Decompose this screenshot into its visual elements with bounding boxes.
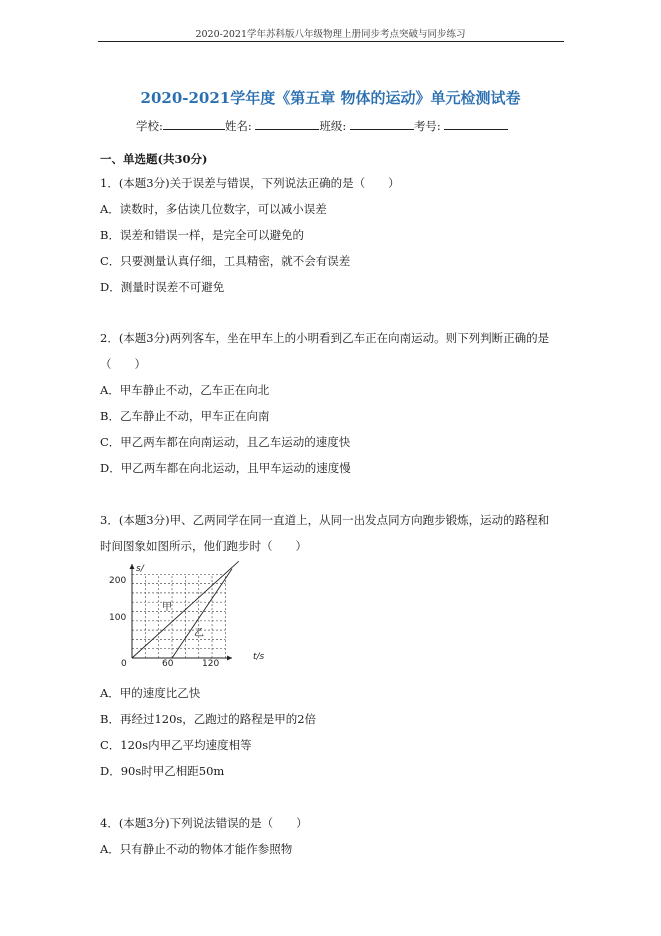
q3-stem: 3．(本题3分)甲、乙两同学在同一直道上，从同一出发点同方向跑步锻炼，运动的路程和 xyxy=(100,513,550,527)
name-label: 姓名: xyxy=(224,119,252,133)
info-line xyxy=(136,118,508,134)
q4-option-a[interactable]: A．只有静止不动的物体才能作参照物 xyxy=(100,842,293,856)
q2-stem: 2．(本题3分)两列客车，坐在甲车上的小明看到乙车正在向南运动。则下列判断正确的是 xyxy=(100,331,550,345)
series-line-jia xyxy=(132,561,239,658)
q3-option-b[interactable]: B．再经过120s，乙跑过的路程是甲的2倍 xyxy=(100,712,317,726)
q2-option-c[interactable]: C．甲乙两车都在向南运动，且乙车运动的速度快 xyxy=(100,435,351,449)
class-blank[interactable] xyxy=(350,119,414,130)
q1-option-c[interactable]: C．只要测量认真仔细，工具精密，就不会有误差 xyxy=(100,254,351,268)
s-t-graph xyxy=(100,560,270,672)
q3-option-d[interactable]: D．90s时甲乙相距50m xyxy=(100,764,225,778)
q2-option-b[interactable]: B．乙车静止不动，甲车正在向南 xyxy=(100,409,270,423)
q3-option-a[interactable]: A．甲的速度比乙快 xyxy=(100,686,201,700)
q2-option-a[interactable]: A．甲车静止不动，乙车正在向北 xyxy=(100,383,270,397)
series-yi-label: 乙 xyxy=(194,628,204,639)
page-header: 2020-2021学年苏科版八年级物理上册同步考点突破与同步练习 xyxy=(195,29,466,40)
q3-stem-cont: 时间图象如图所示，他们跑步时（ ） xyxy=(100,539,307,553)
y-axis-label: s/ xyxy=(136,564,144,574)
x-axis-label: t/s xyxy=(253,652,265,662)
page-title: 2020-2021学年度《第五章 物体的运动》单元检测试卷 xyxy=(140,89,521,107)
school-blank[interactable] xyxy=(163,119,225,130)
number-label: 考号: xyxy=(413,119,441,133)
x-axis-arrow xyxy=(227,656,232,661)
x-tick-60: 60 xyxy=(162,659,174,669)
class-label: 班级: xyxy=(319,119,347,133)
number-blank[interactable] xyxy=(444,119,508,130)
q2-stem-cont: （ ） xyxy=(100,357,146,371)
series-jia-label: 甲 xyxy=(162,602,172,613)
origin-label: 0 xyxy=(121,659,127,669)
q1-option-d[interactable]: D．测量时误差不可避免 xyxy=(100,280,225,294)
q4-stem: 4．(本题3分)下列说法错误的是（ ） xyxy=(100,816,308,830)
y-axis-arrow xyxy=(130,564,135,569)
y-tick-100: 100 xyxy=(109,613,127,623)
graph-series xyxy=(132,561,239,658)
q2-option-d[interactable]: D．甲乙两车都在向北运动，且甲车运动的速度慢 xyxy=(100,461,351,475)
q1-option-b[interactable]: B．误差和错误一样，是完全可以避免的 xyxy=(100,228,304,242)
y-tick-200: 200 xyxy=(109,576,127,586)
section-heading: 一、单选题(共30分) xyxy=(100,152,208,166)
school-label: 学校: xyxy=(136,119,163,133)
name-blank[interactable] xyxy=(255,119,319,130)
q1-option-a[interactable]: A．读数时，多估读几位数字，可以减小误差 xyxy=(100,202,327,216)
header-rule xyxy=(98,41,564,42)
q3-option-c[interactable]: C．120s内甲乙平均速度相等 xyxy=(100,738,252,752)
x-tick-120: 120 xyxy=(202,659,220,669)
q1-stem: 1．(本题3分)关于误差与错误，下列说法正确的是（ ） xyxy=(100,176,400,190)
